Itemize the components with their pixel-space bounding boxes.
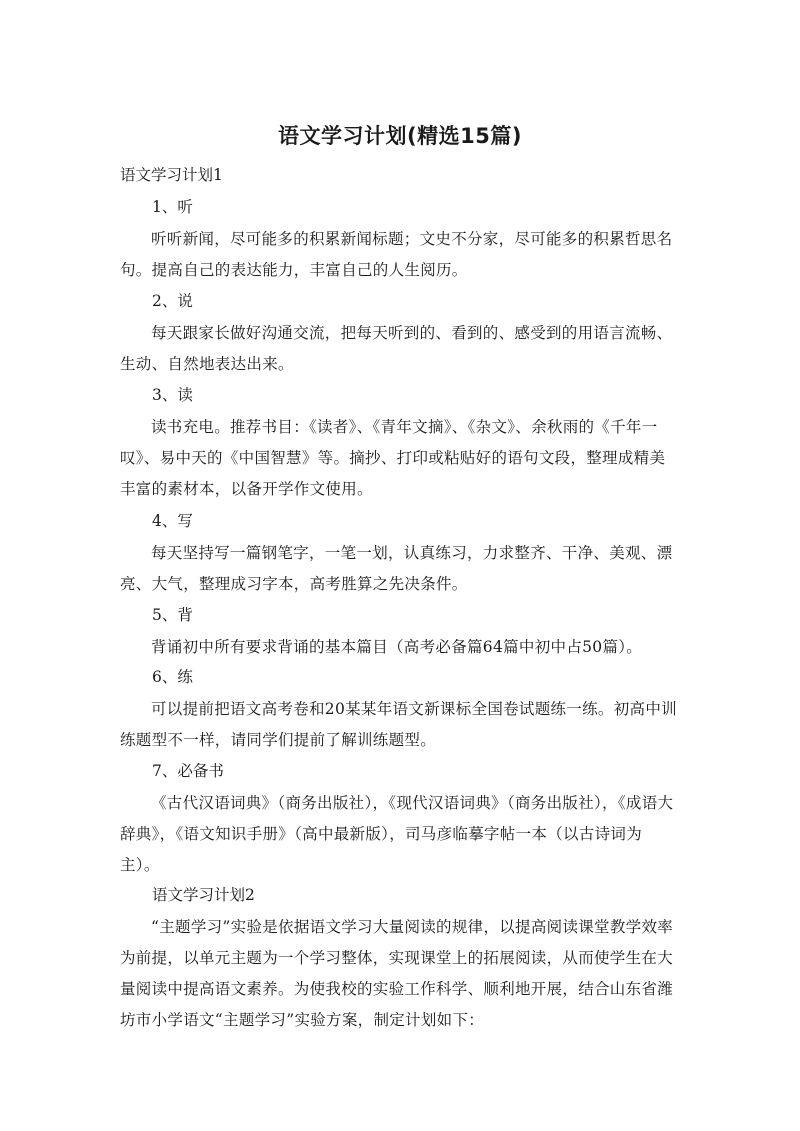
section-body-write: 每天坚持写一篇钢笔字，一笔一划，认真练习，力求整齐、干净、美观、漂亮、大气，整理成习字本，高考胜算之先决条件。 [120, 544, 673, 593]
plan2-body: “主题学习”实验是依据语文学习大量阅读的规律，以提高阅读课堂教学效率为前提，以单元主题为一个学习整体，实现课堂上的拓展阅读，从而使学生在大量阅读中提高语文素养。为使我校的实验工作科学、顺利地开展，结合山东省潍坊市小学语文“主题学习”实验方案，制定计划如下： [120, 918, 674, 1029]
section-heading-listen: 1、听 [152, 198, 193, 216]
section-heading-recite: 5、背 [152, 606, 193, 624]
section-heading-read: 3、读 [152, 386, 193, 404]
section-body-recite: 背诵初中所有要求背诵的基本篇目（高考必备篇64篇中初中占50篇）。 [151, 638, 643, 656]
section-body-read: 读书充电。推荐书目：《读者》、《青年文摘》、《杂文》、余秋雨的《千年一叹》、易中天的《中国智慧》等。摘抄、打印或粘贴好的语句文段，整理成精美丰富的素材本，以备开学作文使用。 [120, 418, 666, 498]
section-body-speak: 每天跟家长做好沟通交流，把每天听到的、看到的、感受到的用语言流畅、生动、自然地表达出来。 [120, 324, 673, 373]
plan1-heading: 语文学习计划1 [120, 166, 223, 184]
section-body-practice: 可以提前把语文高考卷和20某某年语文新课标全国卷试题练一练。初高中训练题型不一样，请同学们提前了解训练题型。 [120, 700, 677, 749]
section-body-books: 《古代汉语词典》（商务出版社），《现代汉语词典》（商务出版社），《成语大辞典》，《语文知识手册》（高中最新版），司马彦临摹字帖一本（以古诗词为主）。 [120, 794, 674, 874]
section-heading-speak: 2、说 [152, 292, 193, 310]
section-body-listen: 听听新闻，尽可能多的积累新闻标题；文史不分家，尽可能多的积累哲思名句。提高自己的表达能力，丰富自己的人生阅历。 [120, 230, 673, 279]
document-title: 语文学习计划(精选15篇) [278, 124, 522, 148]
section-heading-write: 4、写 [152, 512, 193, 530]
section-heading-books: 7、必备书 [152, 762, 224, 780]
section-heading-practice: 6、练 [152, 668, 193, 686]
plan2-heading: 语文学习计划2 [152, 886, 255, 904]
